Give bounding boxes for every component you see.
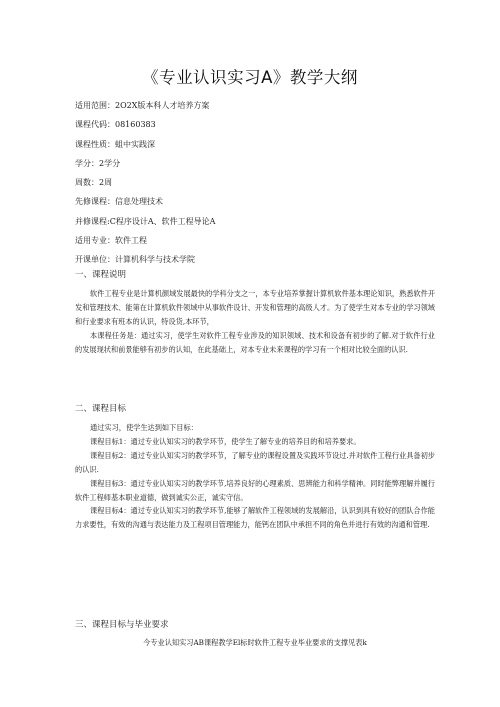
meta-prerequisite: 先修课程：信息处理技术	[75, 197, 163, 207]
support-note: 今专业认知实习AB课程教学El标时软件工程专业毕业要求的支撑见表k	[143, 638, 367, 647]
meta-weeks: 周数：2周	[75, 178, 113, 188]
meta-credits: 学分：2学分	[75, 158, 121, 168]
meta-scope: 适用范围：2O2X版本科人才培养方案	[75, 101, 210, 110]
meta-department: 开课单位：计算机科学与技术学院	[75, 255, 195, 265]
paragraph: 通过实习，使学生达到如下目标：	[90, 423, 198, 432]
paragraph: 课程目标4：通过专业认知实习的教学环节,能够了解软件工程领域的发展解沿，认识到具有较好的团队合作能力求要性，有效的沟通与表达能力及工程项目管理能力，能钙在团队中承担不同的角色并进行有效的沟通和管理.	[75, 506, 435, 530]
paragraph: 软件工程专业是计算机颜域发展最快的学科分支之一，本专业培养掌握计算机软件基本理论知识，熟悉软件开发和管理技术、能第在计算机软件领域中从事软件设计、开发和管理的高级人才。为了使学生对本专业的学习领域和行业要求有班本的认识，特设货,本环节，	[75, 289, 436, 326]
paragraph: 课程目标3：通过专业认知实习的教学环节,培养良好的心理素质、思辨能力和科学精神。同时能弊理解并履行软件工程师基本职业道德，做到诚实公正，诚实守信。	[75, 478, 435, 502]
section-heading: 二、课程目标	[75, 404, 127, 414]
document-title: 《专业认识实习A》教学大纲	[142, 68, 358, 87]
section-course-description	[75, 270, 435, 357]
section-heading: 一、课程说明	[75, 270, 127, 280]
course-meta	[75, 102, 435, 276]
meta-corequisite: 并修课程:C程序设计A、软件工程导论A	[75, 216, 216, 226]
meta-major: 适用专业：软件工程	[75, 236, 147, 246]
paragraph: 课程目标2：通过专业认知实习的教学环节，了解专业的课程设置及实践环节设过.并对软件工程行业具备初步的认识.	[75, 450, 435, 474]
paragraph: 课程目标1：通过专业认知实习的教学环节，使学生了解专业的培养目的和培养要求。	[90, 436, 361, 446]
meta-nature: 课程性质：蛆中实践深	[75, 139, 155, 149]
meta-code: 课程代码：08160383	[75, 120, 156, 130]
section-course-objectives	[75, 404, 435, 532]
paragraph: 本课程任务是：通过实习，使学生对软件工程专业涉及的知识领域、技术和设备有初步的了解.对于软件行业的发展现状和前景能够有初步的认知，在此基础上，对本专业未来课程的学习有一个相对比较全面的认识.	[75, 330, 435, 354]
section-heading: 三、课程目标与毕业要求	[75, 620, 169, 630]
section-objectives-requirements	[75, 620, 435, 649]
